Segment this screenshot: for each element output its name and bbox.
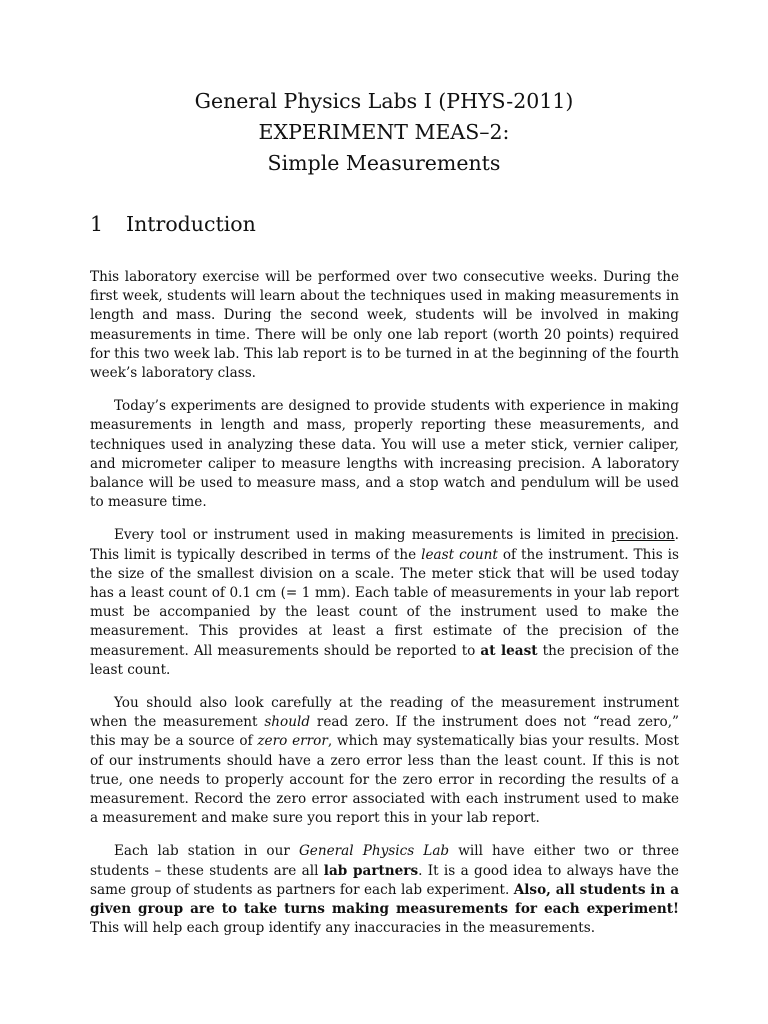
p5-emphasis-take-turns: Also, all students in a given group are to take turns making measurements for each experiment! xyxy=(90,881,679,918)
paragraph-2: Today’s experiments are designed to provide students with experience in making measurements in length and mass, properly reporting these measurements, and techniques used in analyzing these data. You will use a meter stick, vernier caliper, and micrometer caliper to measure lengths with increasing precision. A laboratory balance will be used to measure mass, and a stop watch and pendulum will be used to measure time. xyxy=(90,398,679,511)
section-number: 1 xyxy=(90,212,104,236)
p5-term-lab-partners: lab partners xyxy=(323,862,419,879)
p4-text-3: , which may systematically bias your results. Most of our instruments should have a zero error less than the least count. If this is not true, one needs to properly account for the zero error in recording the results of a measurement. Record the zero error associated with each instrument used to make a measurement and make sure you report this in your lab report. xyxy=(90,733,679,827)
experiment-subtitle: Simple Measurements xyxy=(267,151,501,175)
p4-text-2: read zero. If the instrument does not “read zero,” this may be a source of xyxy=(90,714,679,750)
p5-text-3: . It is a good idea to always have the same group of students as partners for each lab experiment. xyxy=(90,862,679,898)
paragraph-3 xyxy=(90,526,679,680)
p3-text-3: of the instrument. This is the size of the smallest division on a scale. The meter stick that will be used today has a least count of 0.1 cm (= 1 mm). Each table of measurements in your lab report must be accompanied by the least count of the instrument used to make the measurement. This provides at least a first estimate of the precision of the measurement. All measurements should be reported to xyxy=(90,546,680,659)
p4-text-1: You should also look carefully at the reading of the measurement instrument when the measurement xyxy=(90,695,679,731)
p4-term-zero-error: zero error xyxy=(257,733,328,750)
document-body xyxy=(90,268,679,953)
p3-term-least-count: least count xyxy=(421,546,498,563)
p4-term-should: should xyxy=(264,714,311,731)
course-title: General Physics Labs I (PHYS-2011) xyxy=(194,89,574,113)
section-title: Introduction xyxy=(126,212,256,236)
paragraph-5 xyxy=(90,842,679,938)
p3-emphasis-at-least: at least xyxy=(480,642,538,659)
p5-text-2: will have either two or three students – these students are all xyxy=(90,843,679,879)
title-block xyxy=(0,86,768,179)
p3-text-4: the precision of the least count. xyxy=(90,642,679,678)
p3-text-2: . This limit is typically described in terms of the xyxy=(90,527,679,563)
p5-text-1: Each lab station in our xyxy=(114,843,299,860)
p3-term-precision: precision xyxy=(611,527,675,544)
paragraph-1: This laboratory exercise will be performed over two consecutive weeks. During the first week, students will learn about the techniques used in making measurements in length and mass. During the second week, students will be involved in making measurements in time. There will be only one lab report (worth 20 points) required for this two week lab. This lab report is to be turned in at the beginning of the fourth week’s laboratory class. xyxy=(90,269,679,382)
p5-term-general-physics-lab: General Physics Lab xyxy=(298,843,450,860)
experiment-title: EXPERIMENT MEAS–2: xyxy=(258,120,510,144)
p3-text-1: Every tool or instrument used in making measurements is limited in xyxy=(114,527,612,544)
section-heading xyxy=(90,212,256,236)
paragraph-4 xyxy=(90,694,679,828)
p5-text-4: This will help each group identify any inaccuracies in the measurements. xyxy=(90,920,596,937)
